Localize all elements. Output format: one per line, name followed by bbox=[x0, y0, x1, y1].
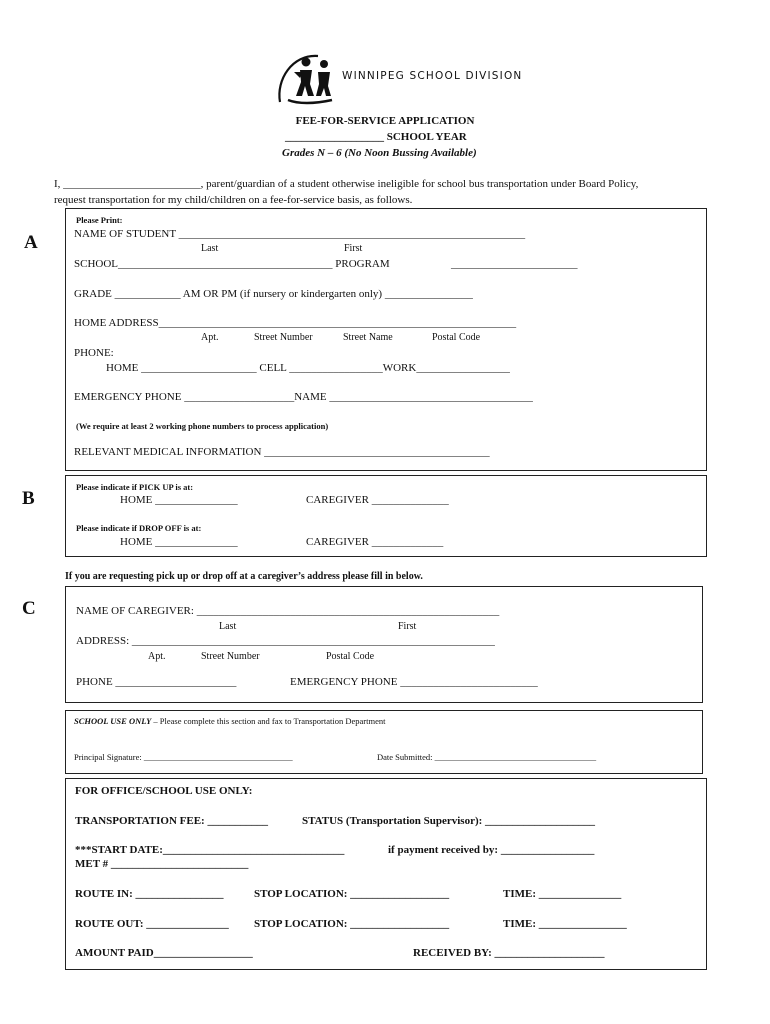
caregiver-last-caption: Last bbox=[219, 621, 237, 632]
transportation-fee-field[interactable]: TRANSPORTATION FEE: ___________ bbox=[75, 815, 268, 827]
logo-text: WINNIPEG SCHOOL DIVISION bbox=[342, 70, 523, 82]
medical-info-field[interactable]: RELEVANT MEDICAL INFORMATION _________________________________________ bbox=[74, 446, 490, 458]
start-date-field[interactable]: ***START DATE:_________________________________ bbox=[75, 844, 345, 856]
program-field[interactable]: _______________________ bbox=[451, 258, 578, 270]
intro-line-1: I, _________________________, parent/guardian of a student otherwise ineligible for school bus transportation under Board Policy, bbox=[54, 178, 639, 190]
form-title: FEE-FOR-SERVICE APPLICATION bbox=[295, 115, 475, 127]
section-label-b: B bbox=[22, 488, 35, 509]
office-use-box bbox=[65, 778, 707, 970]
caregiver-first-caption: First bbox=[398, 621, 417, 632]
caregiver-phone-field[interactable]: PHONE ______________________ bbox=[76, 676, 237, 688]
section-c-box bbox=[65, 586, 703, 703]
section-label-a: A bbox=[24, 232, 38, 253]
name-of-student-field[interactable]: NAME OF STUDENT _______________________________________________________________ bbox=[74, 228, 526, 240]
intro-line-2: request transportation for my child/children on a fee-for-service basis, as follows. bbox=[54, 194, 413, 206]
caregiver-address-field[interactable]: ADDRESS: __________________________________________________________________ bbox=[76, 635, 495, 647]
apt-caption: Apt. bbox=[201, 332, 219, 343]
phone-numbers-field[interactable]: HOME _____________________ CELL _________________WORK_________________ bbox=[106, 362, 510, 374]
home-address-field[interactable]: HOME ADDRESS_________________________________________________________________ bbox=[74, 317, 517, 329]
pickup-label: Please indicate if PICK UP is at: bbox=[76, 482, 194, 492]
please-print-label: Please Print: bbox=[76, 215, 123, 225]
caregiver-note: If you are requesting pick up or drop off at a caregiver’s address please fill in below. bbox=[65, 571, 423, 582]
school-use-box bbox=[65, 710, 703, 774]
school-field[interactable]: SCHOOL_______________________________________ PROGRAM bbox=[74, 258, 390, 270]
caregiver-emergency-phone-field[interactable]: EMERGENCY PHONE _________________________ bbox=[290, 676, 538, 688]
principal-signature-field[interactable]: Principal Signature: ___________________________________ bbox=[74, 752, 293, 762]
received-by-field[interactable]: RECEIVED BY: ____________________ bbox=[413, 947, 605, 959]
emergency-phone-field[interactable]: EMERGENCY PHONE ____________________NAME _____________________________________ bbox=[74, 391, 533, 403]
caregiver-apt-caption: Apt. bbox=[148, 651, 166, 662]
payment-received-field[interactable]: if payment received by: _________________ bbox=[388, 844, 595, 856]
school-use-instruction: – Please complete this section and fax to Transportation Department bbox=[151, 716, 386, 726]
dropoff-label: Please indicate if DROP OFF is at: bbox=[76, 523, 202, 533]
logo bbox=[274, 50, 524, 110]
stop-location-in-field[interactable]: STOP LOCATION: __________________ bbox=[254, 888, 450, 900]
postal-code-caption: Postal Code bbox=[432, 332, 481, 343]
time-in-field[interactable]: TIME: _______________ bbox=[503, 888, 622, 900]
section-b-box bbox=[65, 475, 707, 557]
caregiver-street-number-caption: Street Number bbox=[201, 651, 260, 662]
dropoff-caregiver-field[interactable]: CAREGIVER _____________ bbox=[306, 536, 444, 548]
last-caption: Last bbox=[201, 243, 219, 254]
phone-requirement-note: (We require at least 2 working phone numbers to process application) bbox=[76, 421, 329, 431]
stop-location-out-field[interactable]: STOP LOCATION: __________________ bbox=[254, 918, 450, 930]
amount-paid-field[interactable]: AMOUNT PAID__________________ bbox=[75, 947, 253, 959]
pickup-caregiver-field[interactable]: CAREGIVER ______________ bbox=[306, 494, 449, 506]
grades-subtitle: Grades N – 6 (No Noon Bussing Available) bbox=[282, 147, 477, 159]
section-label-c: C bbox=[22, 598, 36, 619]
phone-label: PHONE: bbox=[74, 347, 114, 359]
date-submitted-field[interactable]: Date Submitted: ______________________________________ bbox=[377, 752, 597, 762]
pickup-home-field[interactable]: HOME _______________ bbox=[120, 494, 238, 506]
grade-field[interactable]: GRADE ____________ AM OR PM (if nursery or kindergarten only) ________________ bbox=[74, 288, 473, 300]
met-number-field[interactable]: MET # _________________________ bbox=[75, 858, 249, 870]
office-use-title: FOR OFFICE/SCHOOL USE ONLY: bbox=[75, 785, 253, 797]
status-field[interactable]: STATUS (Transportation Supervisor): ____________________ bbox=[302, 815, 596, 827]
caregiver-postal-code-caption: Postal Code bbox=[326, 651, 375, 662]
section-a-box bbox=[65, 208, 707, 471]
first-caption: First bbox=[344, 243, 363, 254]
street-name-caption: Street Name bbox=[343, 332, 393, 343]
school-year-field[interactable]: __________________ SCHOOL YEAR bbox=[285, 131, 467, 143]
school-use-title: SCHOOL USE ONLY bbox=[74, 716, 152, 726]
dropoff-home-field[interactable]: HOME _______________ bbox=[120, 536, 238, 548]
caregiver-name-field[interactable]: NAME OF CAREGIVER: _______________________________________________________ bbox=[76, 605, 500, 617]
logo-figures-icon bbox=[274, 50, 338, 110]
time-out-field[interactable]: TIME: ________________ bbox=[503, 918, 627, 930]
school-use-heading bbox=[74, 716, 385, 726]
route-out-field[interactable]: ROUTE OUT: _______________ bbox=[75, 918, 229, 930]
street-number-caption: Street Number bbox=[254, 332, 313, 343]
route-in-field[interactable]: ROUTE IN: ________________ bbox=[75, 888, 224, 900]
